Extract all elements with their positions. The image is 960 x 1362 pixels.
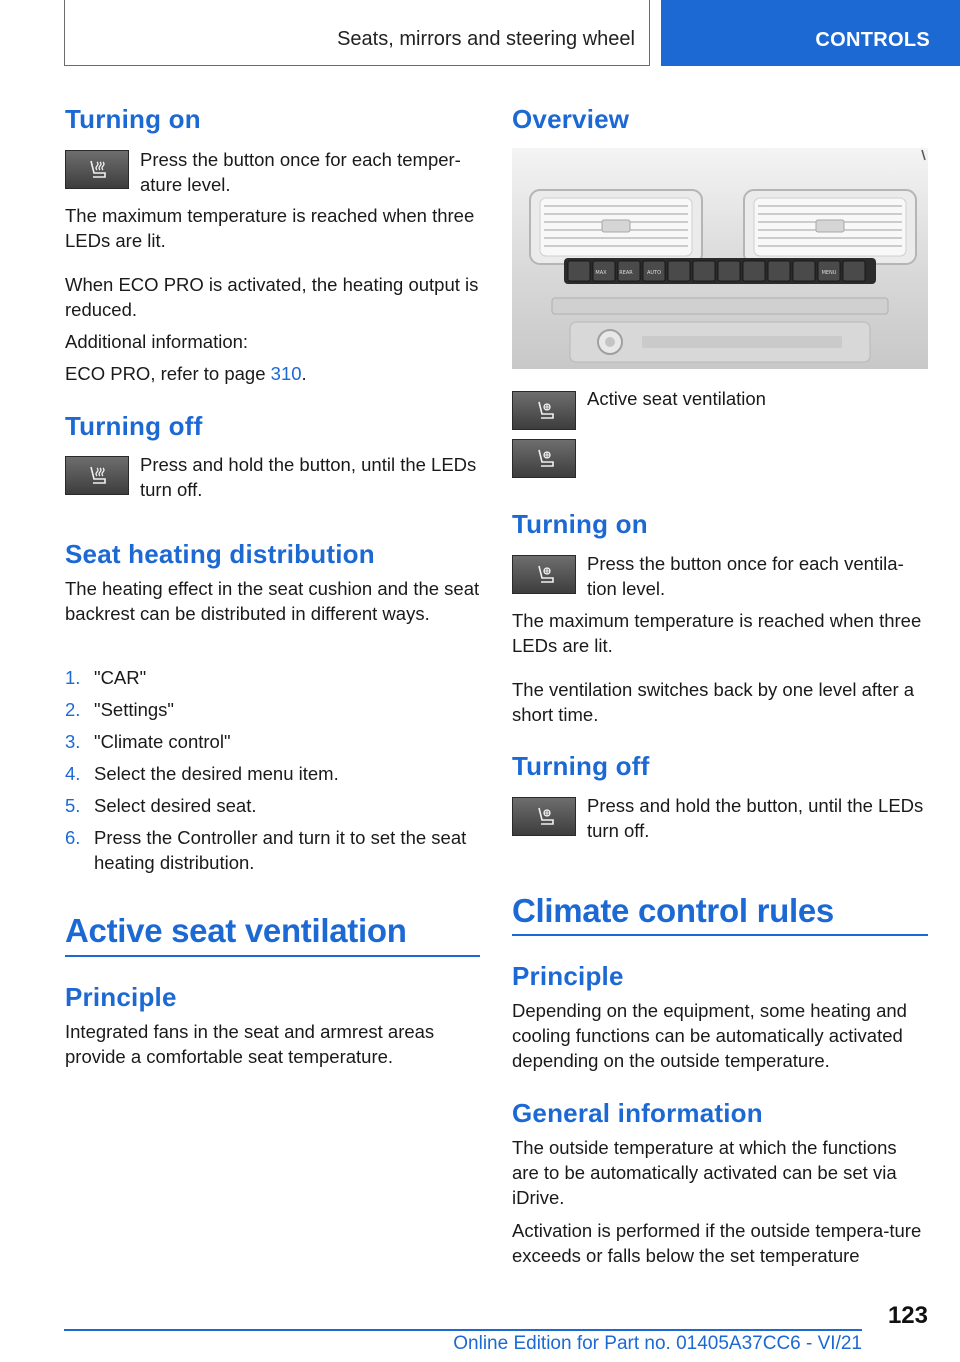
distribution-intro: The heating effect in the seat cushion and the seat backrest can be distributed in different ways. — [65, 578, 480, 624]
seat-heating-icon — [86, 464, 110, 488]
right-turning-on-p2: The ventilation switches back by one level after a short time. — [512, 679, 915, 725]
step-text: "Climate control" — [94, 731, 231, 752]
step-number: 3. — [65, 731, 81, 752]
step-text: Select the desired menu item. — [94, 763, 339, 784]
active-seat-ventilation-heading: Active seat ventilation — [65, 912, 407, 949]
header-section-box — [64, 0, 650, 66]
seat-ventilation-icon — [533, 447, 557, 471]
right-turning-on-p1: The maximum temperature is reached when three LEDs are lit. — [512, 610, 922, 656]
right-turning-on-button-text: Press the button once for each ventila-tion level. — [587, 553, 904, 599]
overview-caption: Active seat ventilation — [587, 388, 766, 409]
step-text: "CAR" — [94, 667, 147, 688]
panel-label-max: MAX — [595, 270, 607, 276]
step-number: 6. — [65, 827, 81, 848]
seat-ventilation-icon — [533, 805, 557, 829]
header-chapter-label: CONTROLS — [815, 29, 930, 51]
right-principle-title: Principle — [512, 961, 624, 991]
heading-rule — [512, 934, 928, 936]
step-number: 2. — [65, 699, 81, 720]
panel-label-rear: REAR — [619, 270, 633, 276]
climate-control-rules-heading: Climate control rules — [512, 892, 834, 929]
page-link-310[interactable]: 310 — [270, 363, 302, 384]
left-turning-off-button-text: Press and hold the button, until the LEDs turn off. — [140, 454, 477, 500]
heading-rule — [65, 955, 480, 957]
left-principle-title: Principle — [65, 982, 177, 1012]
panel-label-menu: MENU — [821, 270, 837, 276]
left-turning-on-p2: When ECO PRO is activated, the heating output is reduced. — [65, 274, 479, 320]
step-number: 4. — [65, 763, 81, 784]
seat-heating-distribution-title: Seat heating distribution — [65, 539, 375, 569]
general-information-title: General information — [512, 1098, 763, 1128]
step-text: Select desired seat. — [94, 795, 257, 816]
eco-pro-ref-text: ECO PRO, refer to page — [65, 363, 271, 384]
left-turning-off-title: Turning off — [65, 411, 203, 441]
right-turning-on-title: Turning on — [512, 509, 648, 539]
step-number: 5. — [65, 795, 81, 816]
seat-heating-button-off — [65, 456, 129, 495]
seat-ventilation-button-caption — [512, 391, 576, 430]
left-principle-text: Integrated fans in the seat and armrest areas provide a comfortable seat temperature. — [65, 1021, 435, 1067]
left-turning-on-p1: The maximum temperature is reached when three LEDs are lit. — [65, 205, 475, 251]
step-text: "Settings" — [94, 699, 174, 720]
seat-heating-button — [65, 150, 129, 189]
climate-panel-illustration — [512, 148, 928, 369]
right-turning-off-button-text: Press and hold the button, until the LEDs turn off. — [587, 795, 924, 841]
overview-title: Overview — [512, 104, 630, 134]
left-turning-on-button-text: Press the button once for each temper-ature level. — [140, 149, 461, 195]
right-principle-text: Depending on the equipment, some heating and cooling functions can be automatically activated depending on the outside temperature. — [512, 1000, 907, 1071]
panel-label-auto: AUTO — [646, 270, 662, 276]
footer-edition: Online Edition for Part no. 01405A37CC6 - VI/21 — [453, 1333, 862, 1354]
seat-heating-icon — [86, 158, 110, 182]
header-section-title: Seats, mirrors and steering wheel — [337, 28, 635, 50]
right-turning-off-title: Turning off — [512, 751, 650, 781]
left-turning-on-p4 — [65, 361, 480, 386]
climate-panel-photo — [512, 148, 928, 369]
page-number: 123 — [887, 1302, 928, 1329]
left-turning-on-p3: Additional information: — [65, 331, 249, 352]
left-turning-on-title: Turning on — [65, 104, 201, 134]
step-number: 1. — [65, 667, 81, 688]
step-text: Press the Controller and turn it to set the seat heating distribution. — [94, 827, 467, 873]
general-information-p1: The outside temperature at which the functions are to be automatically activated can be set via iDrive. — [512, 1137, 897, 1208]
seat-ventilation-icon — [533, 563, 557, 587]
seat-ventilation-button — [512, 555, 576, 594]
seat-ventilation-icon — [533, 399, 557, 423]
header-chapter-tab[interactable] — [661, 0, 960, 66]
seat-ventilation-button-caption-2 — [512, 439, 576, 478]
general-information-p2: Activation is performed if the outside tempera-ture exceeds or falls below the set temperature — [512, 1220, 922, 1266]
seat-ventilation-button-off — [512, 797, 576, 836]
footer-rule — [64, 1329, 862, 1331]
eco-pro-ref-suffix: . — [301, 363, 307, 384]
